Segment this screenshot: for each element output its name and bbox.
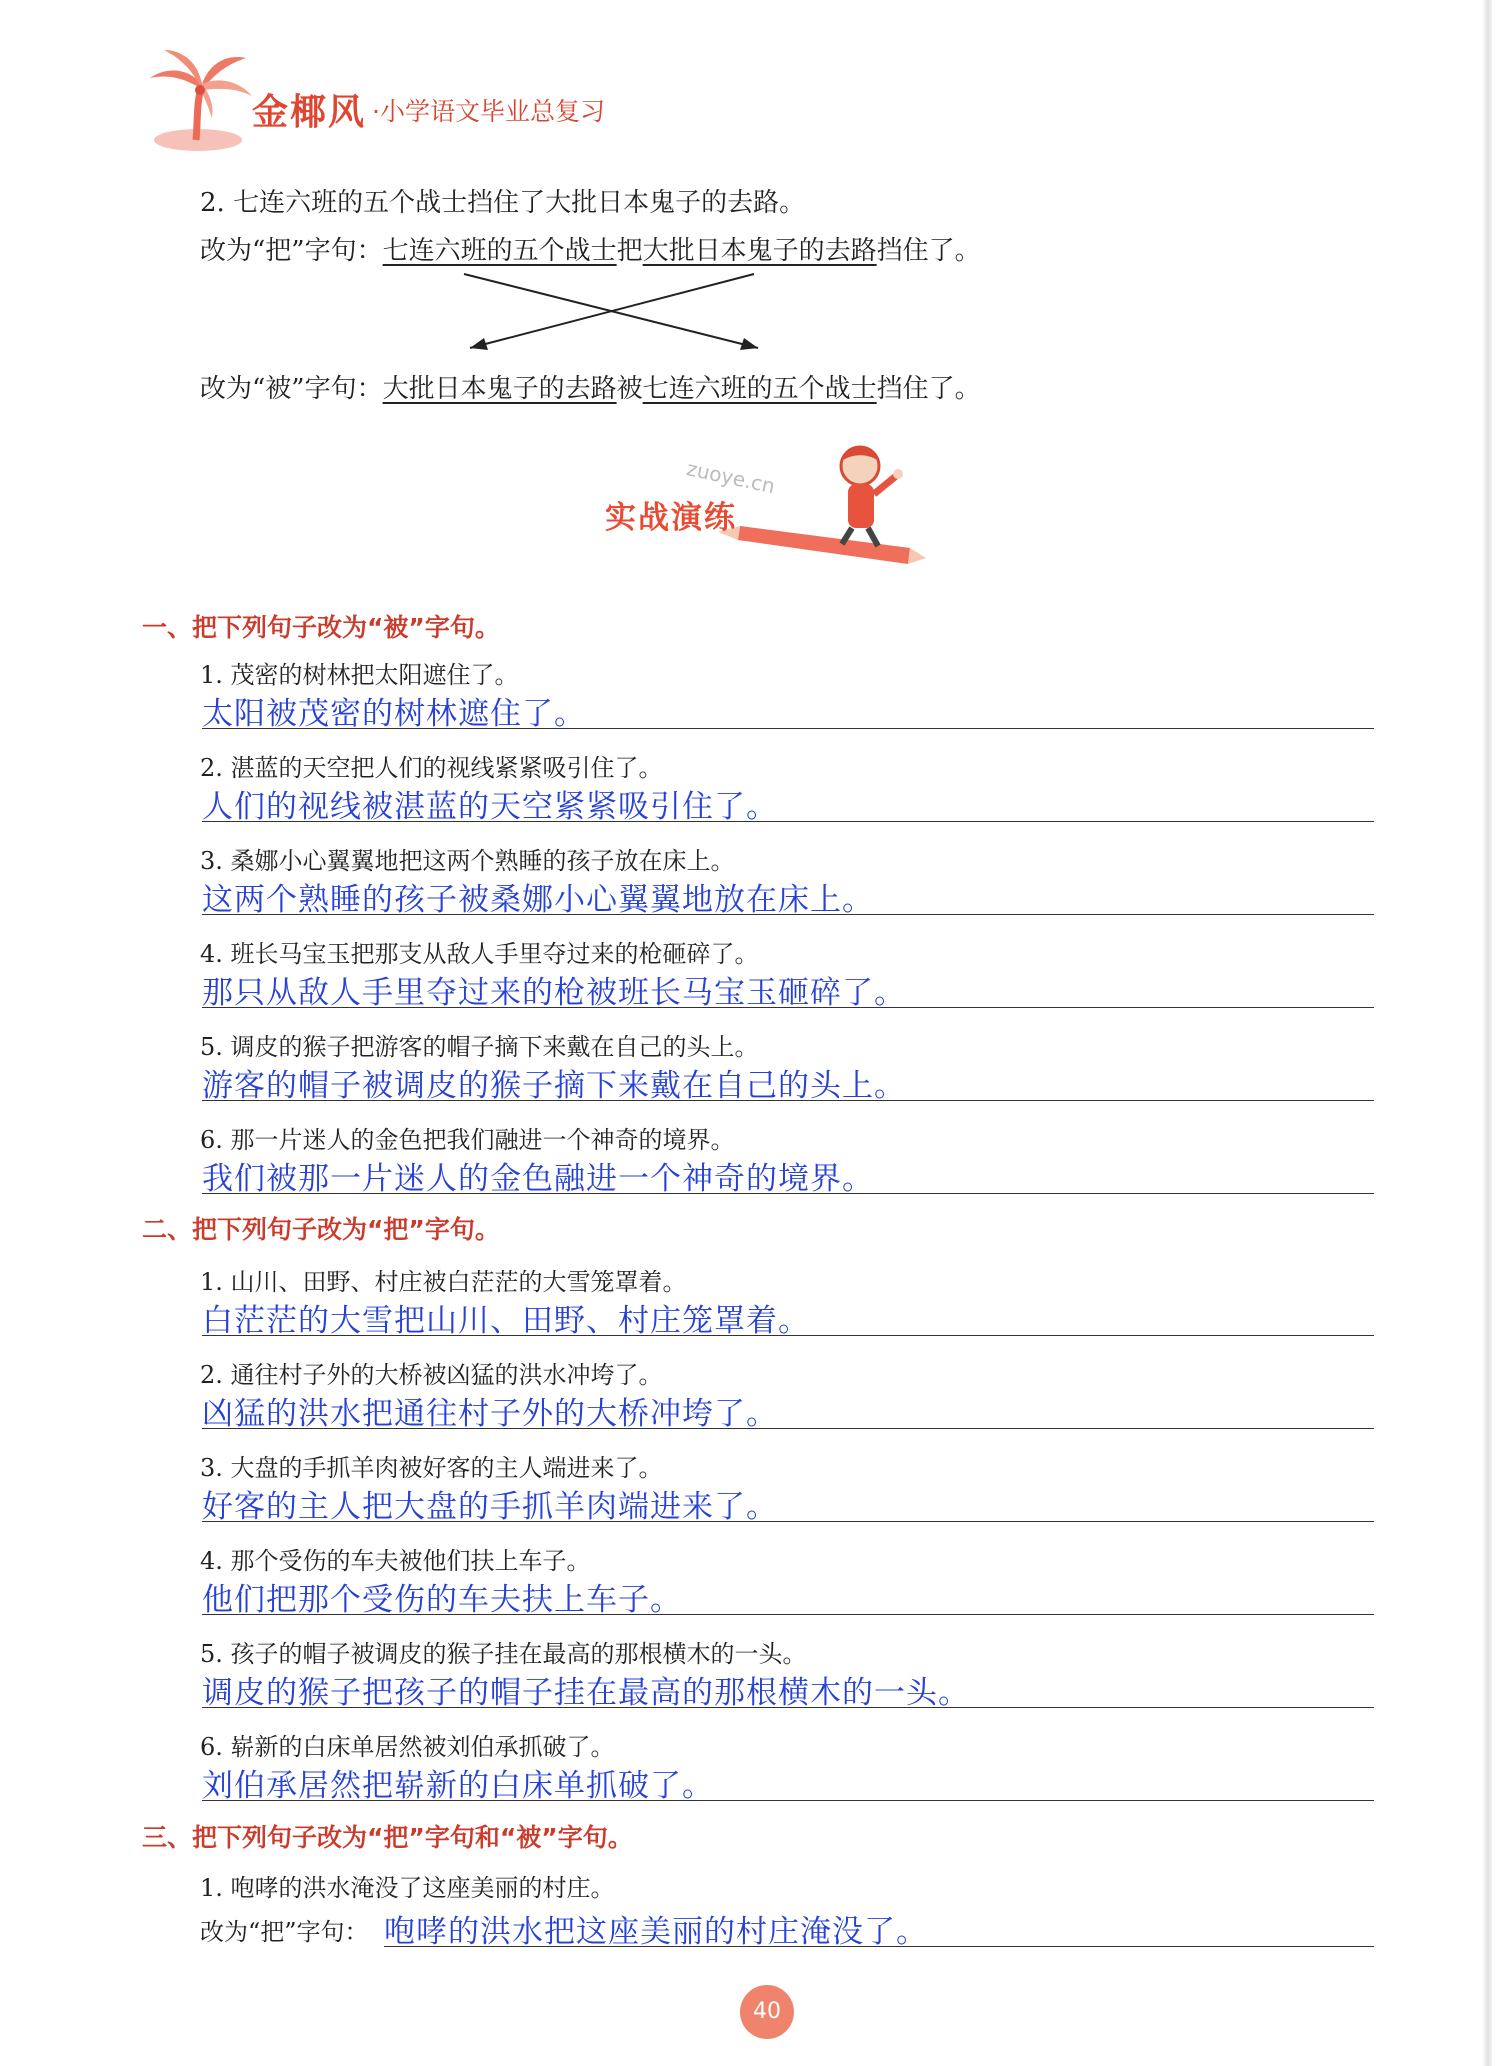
- answer-rule: [202, 1100, 1374, 1101]
- answer-rule: [202, 1193, 1374, 1194]
- question-3-1: 1. 咆哮的洪水淹没了这座美丽的村庄。: [200, 1874, 615, 1902]
- example-bei-sentence: [200, 368, 981, 405]
- section-2-title: 二、把下列句子改为“把”字句。: [142, 1215, 500, 1244]
- page-number: 40: [740, 1985, 794, 2039]
- question-2-2: 2. 通往村子外的大桥被凶猛的洪水冲垮了。: [200, 1361, 663, 1389]
- answer-rule: [202, 914, 1374, 915]
- question-2-5: 5. 孩子的帽子被调皮的猴子挂在最高的那根横木的一头。: [200, 1640, 807, 1668]
- answer-1-4: 那只从敌人手里夺过来的枪被班长马宝玉砸碎了。: [202, 975, 906, 1011]
- question-2-6: 6. 崭新的白床单居然被刘伯承抓破了。: [200, 1733, 615, 1761]
- answer-rule: [202, 1707, 1374, 1708]
- ba-mid: 把: [616, 236, 643, 266]
- ba-prefix: 改为“把”字句：: [200, 236, 383, 266]
- question-2-3: 3. 大盘的手抓羊肉被好客的主人端进来了。: [200, 1454, 663, 1482]
- question-2-4: 4. 那个受伤的车夫被他们扶上车子。: [200, 1547, 591, 1575]
- answer-rule: [202, 821, 1374, 822]
- answer-rule: [384, 1946, 1374, 1947]
- answer-2-4: 他们把那个受伤的车夫扶上车子。: [202, 1582, 682, 1618]
- answer-3-1-prefix: 改为“把”字句：: [200, 1918, 369, 1946]
- answer-1-1: 太阳被茂密的树林遮住了。: [202, 696, 586, 732]
- answer-rule: [202, 1428, 1374, 1429]
- answer-rule: [202, 1614, 1374, 1615]
- palm-tree-logo-icon: [140, 44, 260, 154]
- answer-rule: [202, 1335, 1374, 1336]
- watermark-text: zuoye.cn: [684, 456, 778, 499]
- answer-2-2: 凶猛的洪水把通往村子外的大桥冲垮了。: [202, 1396, 778, 1432]
- answer-2-6: 刘伯承居然把崭新的白床单抓破了。: [202, 1768, 714, 1804]
- answer-1-2: 人们的视线被湛蓝的天空紧紧吸引住了。: [202, 789, 778, 825]
- ba-subject: 七连六班的五个战士: [382, 236, 617, 266]
- example-sentence: 2. 七连六班的五个战士挡住了大批日本鬼子的去路。: [200, 188, 806, 218]
- question-2-1: 1. 山川、田野、村庄被白茫茫的大雪笼罩着。: [200, 1268, 687, 1296]
- book-subtitle: ·小学语文毕业总复习: [372, 97, 605, 126]
- answer-2-1: 白茫茫的大雪把山川、田野、村庄笼罩着。: [202, 1303, 810, 1339]
- bei-mid: 被: [616, 374, 643, 404]
- bei-end: 挡住了。: [876, 374, 981, 404]
- header: [140, 44, 840, 154]
- answer-rule: [202, 1800, 1374, 1801]
- bei-subject: 大批日本鬼子的去路: [382, 374, 617, 404]
- answer-rule: [202, 1521, 1374, 1522]
- answer-rule: [202, 728, 1374, 729]
- brand-title: 金椰风: [252, 92, 367, 133]
- section-1-title: 一、把下列句子改为“被”字句。: [142, 613, 500, 642]
- question-1-6: 6. 那一片迷人的金色把我们融进一个神奇的境界。: [200, 1126, 735, 1154]
- ba-end: 挡住了。: [876, 236, 981, 266]
- answer-3-1: 咆哮的洪水把这座美丽的村庄淹没了。: [384, 1914, 928, 1950]
- page-edge-shadow: [1482, 0, 1492, 2066]
- question-1-2: 2. 湛蓝的天空把人们的视线紧紧吸引住了。: [200, 754, 663, 782]
- answer-1-6: 我们被那一片迷人的金色融进一个神奇的境界。: [202, 1161, 874, 1197]
- bei-object: 七连六班的五个战士: [642, 374, 877, 404]
- practice-title: 实战演练: [605, 500, 737, 536]
- question-1-4: 4. 班长马宝玉把那支从敌人手里夺过来的枪砸碎了。: [200, 940, 759, 968]
- question-1-5: 5. 调皮的猴子把游客的帽子摘下来戴在自己的头上。: [200, 1033, 759, 1061]
- ba-object: 大批日本鬼子的去路: [642, 236, 877, 266]
- answer-2-3: 好客的主人把大盘的手抓羊肉端进来了。: [202, 1489, 778, 1525]
- bei-prefix: 改为“被”字句：: [200, 374, 383, 404]
- section-3-title: 三、把下列句子改为“把”字句和“被”字句。: [142, 1823, 633, 1852]
- answer-2-5: 调皮的猴子把孩子的帽子挂在最高的那根横木的一头。: [202, 1675, 970, 1711]
- answer-rule: [202, 1007, 1374, 1008]
- question-1-1: 1. 茂密的树林把太阳遮住了。: [200, 661, 519, 689]
- question-1-3: 3. 桑娜小心翼翼地把这两个熟睡的孩子放在床上。: [200, 847, 735, 875]
- answer-1-5: 游客的帽子被调皮的猴子摘下来戴在自己的头上。: [202, 1068, 906, 1104]
- answer-1-3: 这两个熟睡的孩子被桑娜小心翼翼地放在床上。: [202, 882, 874, 918]
- swap-arrows-icon: [440, 262, 800, 362]
